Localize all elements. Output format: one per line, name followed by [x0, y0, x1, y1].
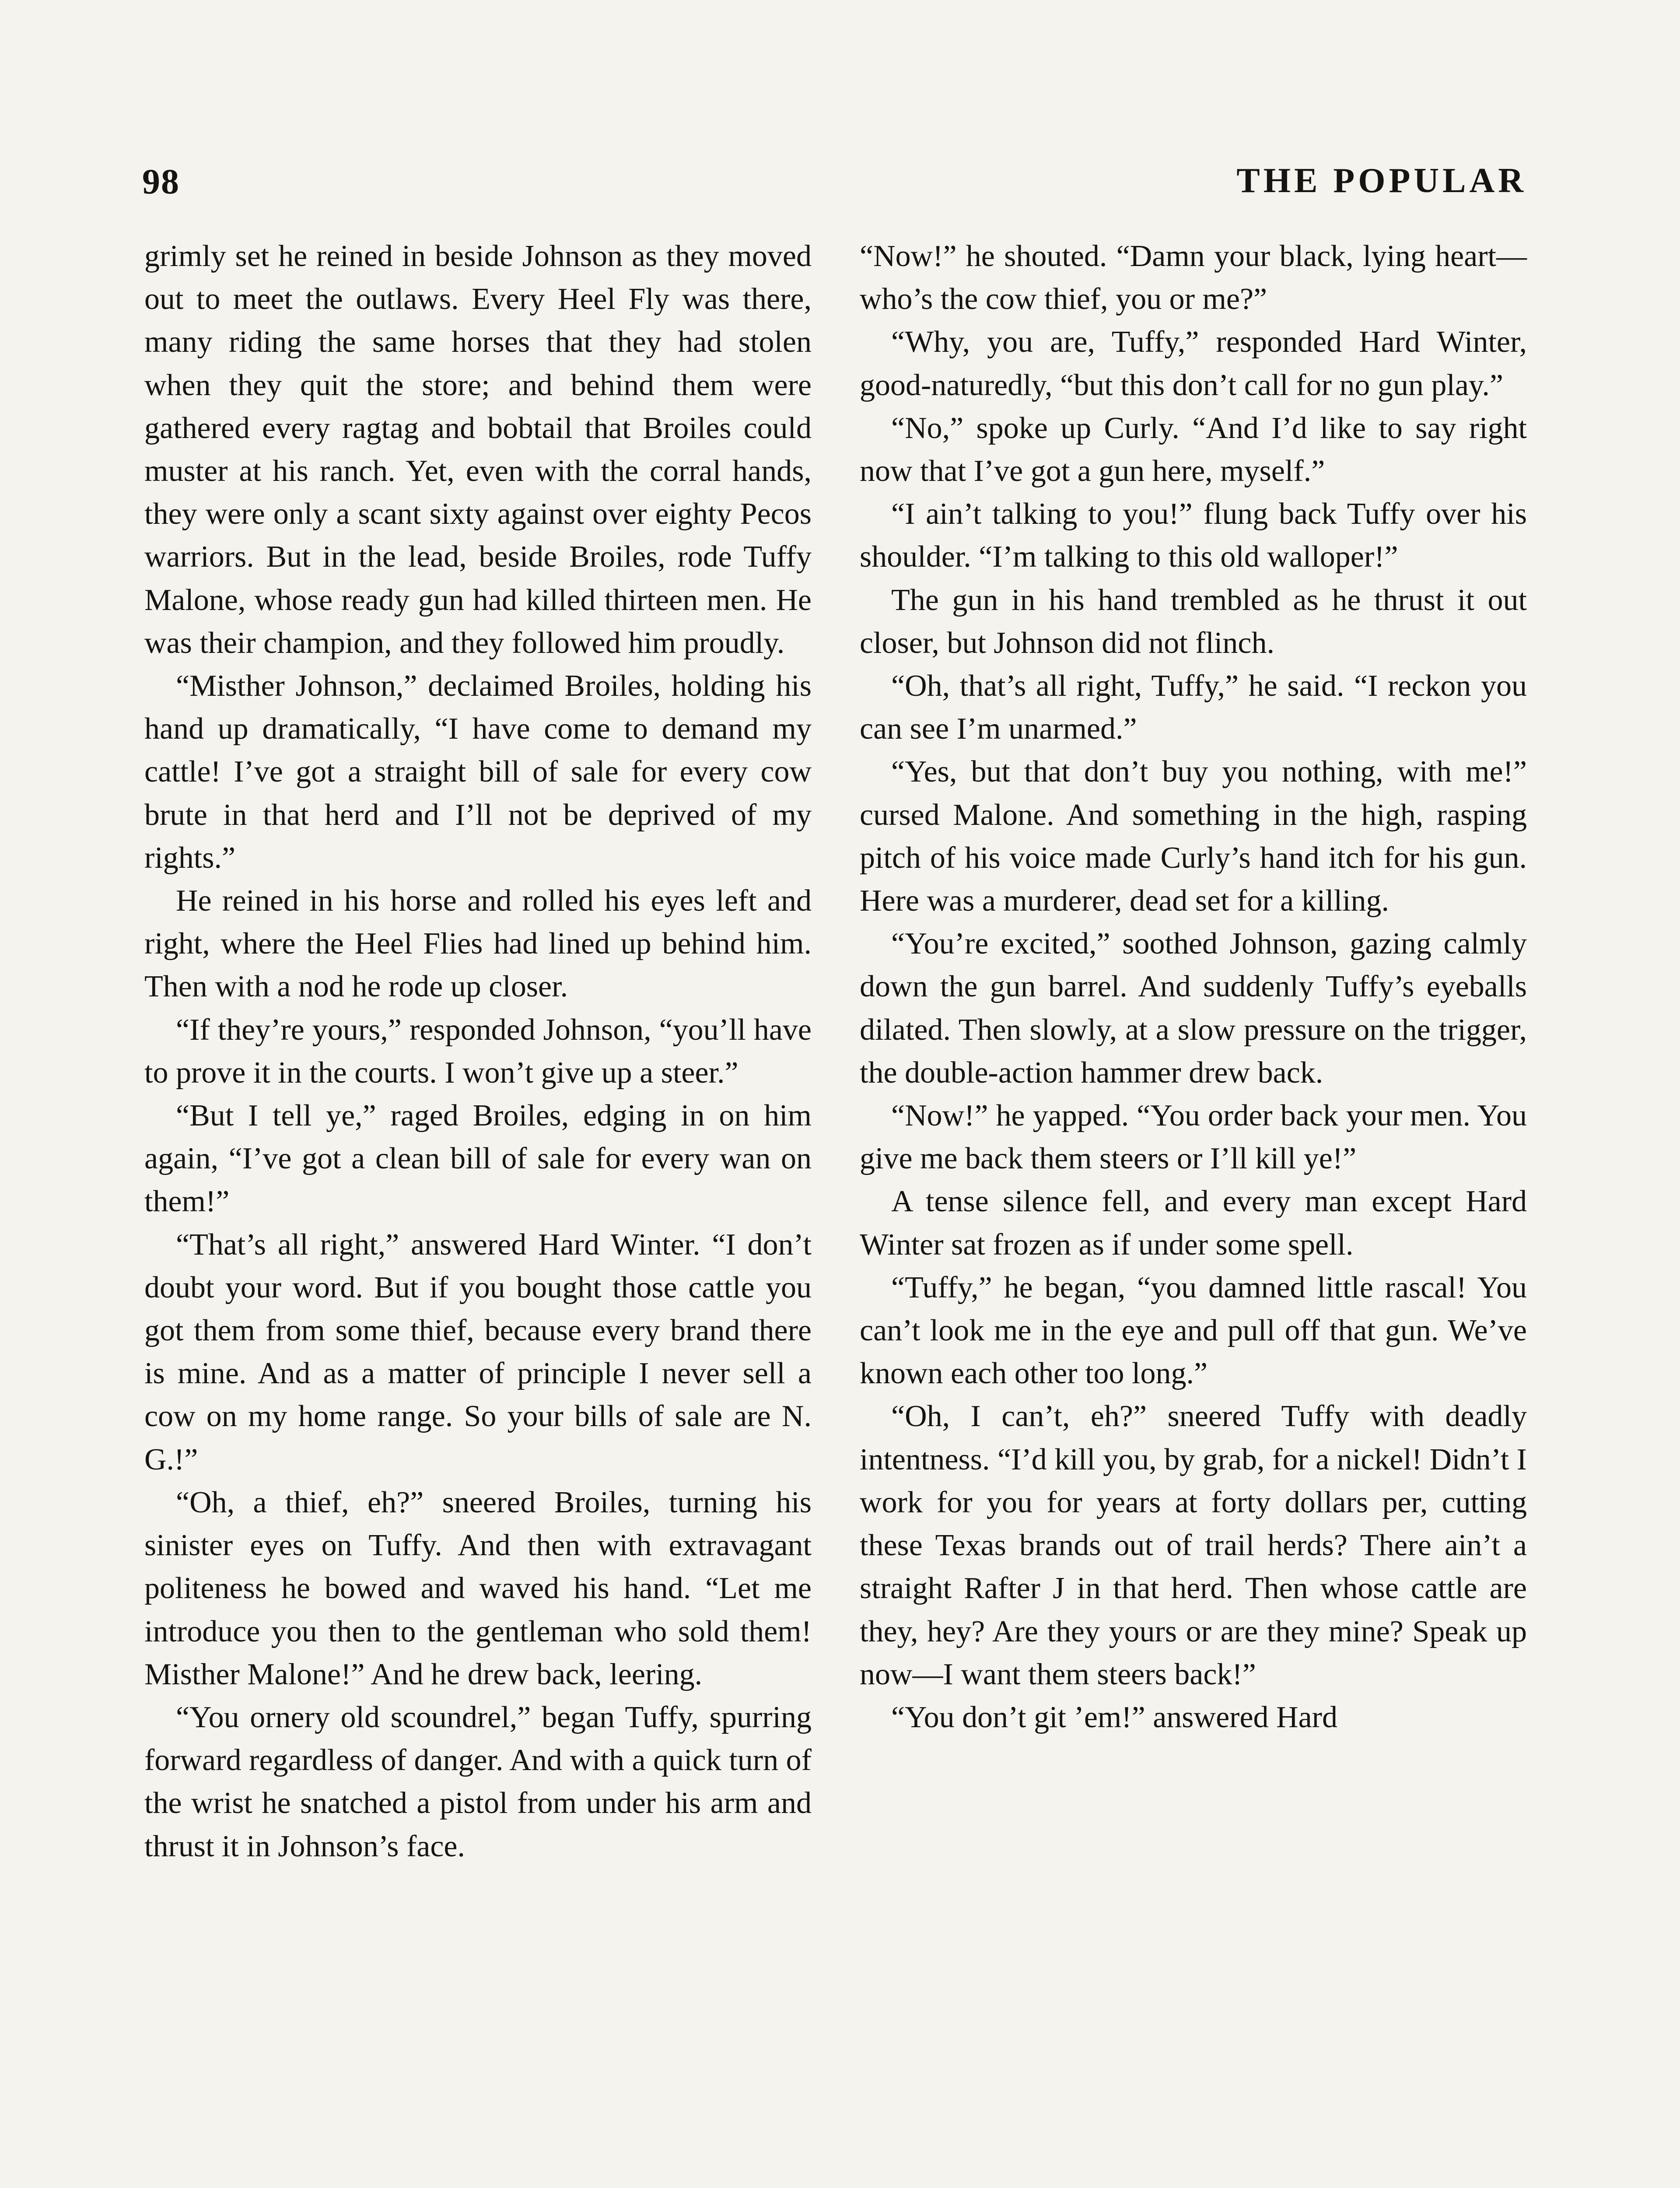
paragraph: “Now!” he shouted. “Damn your black, lying heart—who’s the cow thief, you or me?”: [860, 239, 1527, 316]
running-head: THE POPULAR: [1236, 161, 1527, 200]
paragraph: “Oh, that’s all right, Tuffy,” he said. “I reckon you can see I’m unarmed.”: [860, 669, 1527, 746]
paragraph: He reined in his horse and rolled his eyes left and right, where the Heel Flies had lined up behind him. Then with a nod he rode up closer.: [144, 884, 812, 1004]
paragraph: “Why, you are, Tuffy,” responded Hard Winter, good-naturedly, “but this don’t call for no gun play.”: [860, 325, 1527, 402]
paragraph: “I ain’t talking to you!” flung back Tuffy over his shoulder. “I’m talking to this old walloper!”: [860, 497, 1527, 574]
paragraph: “You ornery old scoundrel,” began Tuffy, spurring forward regardless of danger. And with a quick turn of the wrist he snatched a pistol from under his arm and thrust it in Johnson’s face.: [144, 1700, 812, 1863]
paragraph: A tense silence fell, and every man except Hard Winter sat frozen as if under some spell.: [860, 1185, 1527, 1262]
paragraph: “Oh, I can’t, eh?” sneered Tuffy with deadly intentness. “I’d kill you, by grab, for a nickel! Didn’t I work for you for years at forty dollars per, cutting these Texas brands out of trail herds? There ain’t a straight Rafter J in that herd. Then whose cattle are they, hey? Are they yours or are they mine? Speak up now—I want them steers back!”: [860, 1399, 1527, 1691]
paragraph: “That’s all right,” answered Hard Winter. “I don’t doubt your word. But if you bought those cattle you got them from some thief, because every brand there is mine. And as a matter of principle I never sell a cow on my home range. So your bills of sale are N. G.!”: [144, 1227, 812, 1476]
left-column: [144, 235, 812, 1868]
paragraph: “No,” spoke up Curly. “And I’d like to say right now that I’ve got a gun here, myself.”: [860, 411, 1527, 488]
paragraph: “But I tell ye,” raged Broiles, edging in on him again, “I’ve got a clean bill of sale for every wan on them!”: [144, 1099, 812, 1219]
paragraph: “You’re excited,” soothed Johnson, gazing calmly down the gun barrel. And suddenly Tuffy’s eyeballs dilated. Then slowly, at a slow pressure on the trigger, the double-action hammer drew back.: [860, 927, 1527, 1090]
paragraph: “If they’re yours,” responded Johnson, “you’ll have to prove it in the courts. I won’t give up a steer.”: [144, 1013, 812, 1090]
paragraph: “Now!” he yapped. “You order back your men. You give me back them steers or I’ll kill ye!”: [860, 1099, 1527, 1176]
paragraph: “Oh, a thief, eh?” sneered Broiles, turning his sinister eyes on Tuffy. And then with extravagant politeness he bowed and waved his hand. “Let me introduce you then to the gentleman who sold them! Misther Malone!” And he drew back, leering.: [144, 1485, 812, 1691]
paragraph: “Tuffy,” he began, “you damned little rascal! You can’t look me in the eye and pull off that gun. We’ve known each other too long.”: [860, 1270, 1527, 1391]
paragraph: “Misther Johnson,” declaimed Broiles, holding his hand up dramatically, “I have come to demand my cattle! I’ve got a straight bill of sale for every cow brute in that herd and I’ll not be deprived of my rights.”: [144, 669, 812, 875]
paragraph: grimly set he reined in beside Johnson as they moved out to meet the outlaws. Every Heel Fly was there, many riding the same horses that they had stolen when they quit the store; and behind them were gathered every ragtag and bobtail that Broiles could muster at his ranch. Yet, even with the corral hands, they were only a scant sixty against over eighty Pecos warriors. But in the lead, beside Broiles, rode Tuffy Malone, whose ready gun had killed thirteen men. He was their champion, and they followed him proudly.: [144, 239, 812, 660]
page-number: 98: [142, 161, 180, 201]
page-header: [142, 161, 1527, 200]
paragraph: “Yes, but that don’t buy you nothing, with me!” cursed Malone. And something in the high, rasping pitch of his voice made Curly’s hand itch for his gun. Here was a murderer, dead set for a killing.: [860, 755, 1527, 918]
paragraph: “You don’t git ’em!” answered Hard: [891, 1700, 1337, 1734]
paragraph: The gun in his hand trembled as he thrust it out closer, but Johnson did not flinch.: [860, 583, 1527, 660]
right-column: [860, 235, 1527, 1739]
